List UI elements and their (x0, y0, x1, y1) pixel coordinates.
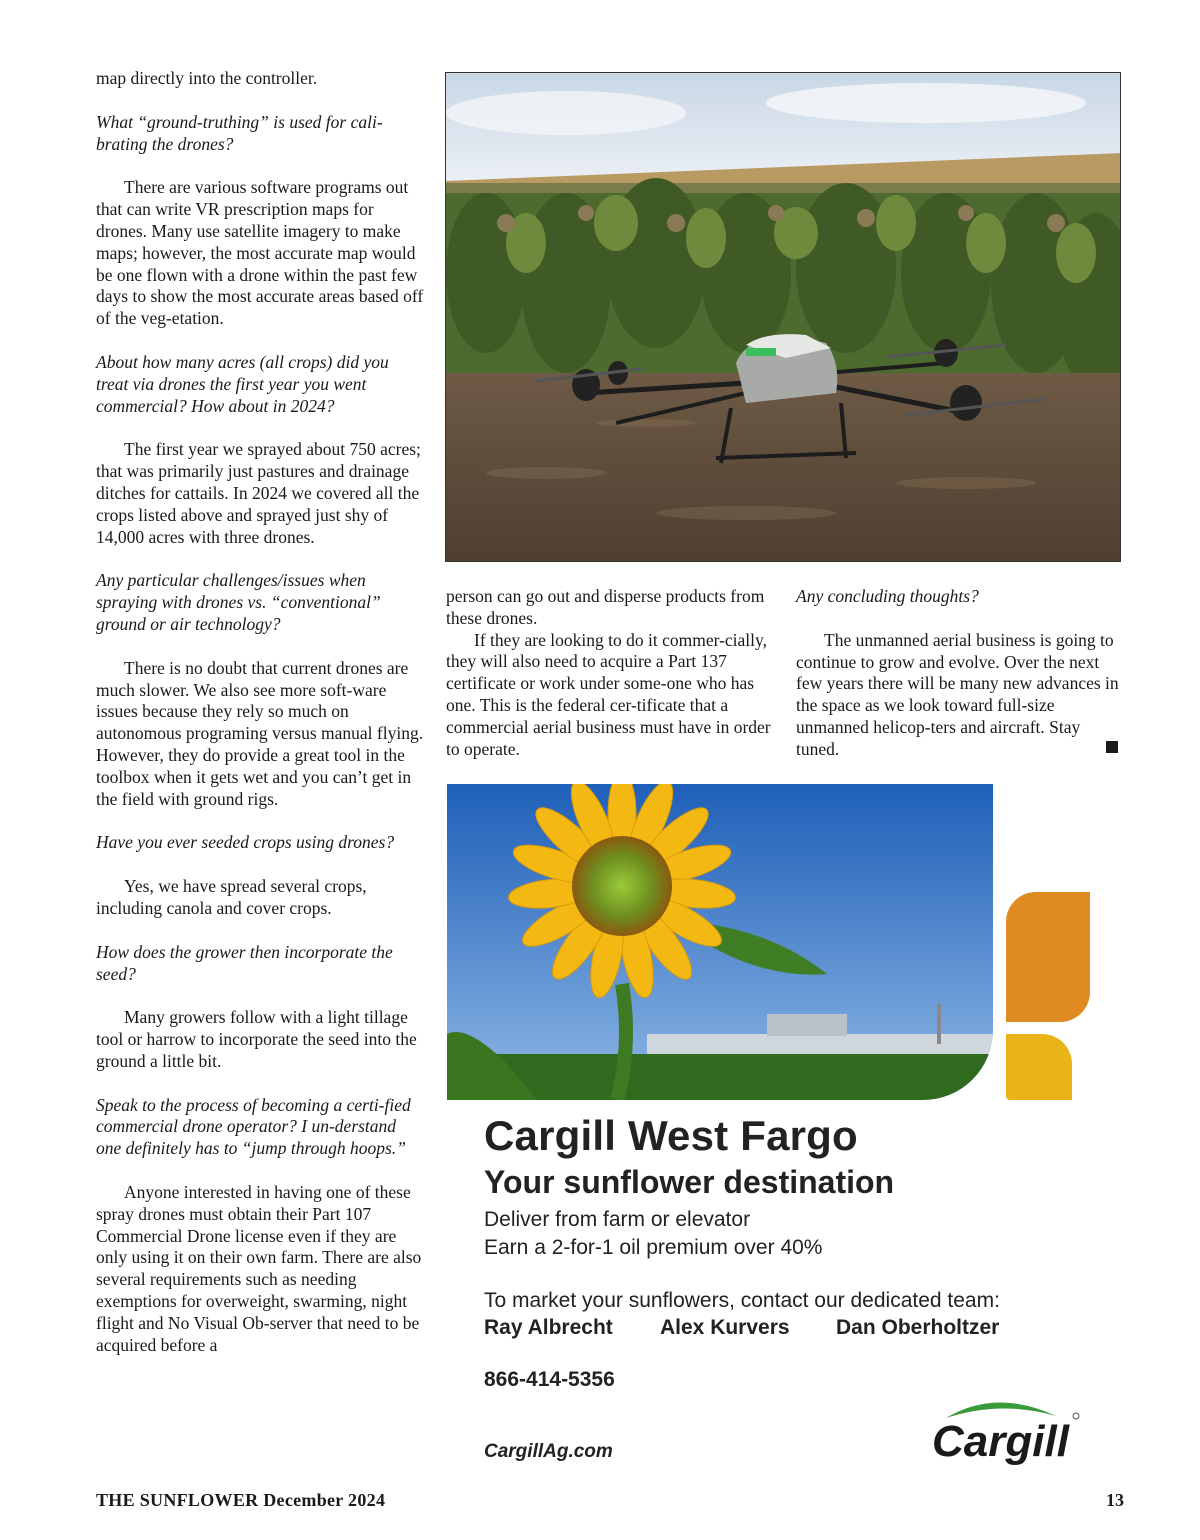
ad-contact-intro: To market your sunflowers, contact our dedicated team: (484, 1289, 1000, 1312)
article-column-left (96, 68, 424, 1356)
ad-website-link[interactable]: CargillAg.com (484, 1441, 613, 1462)
svg-text:Cargill: Cargill (932, 1417, 1069, 1466)
interview-answer: There is no doubt that current drones are much slower. We also see more soft-ware issues because they rely so much on autonomous programing versus manual flying. However, they do provide a great tool in the toolbox when it gets wet and you can’t get in the field with ground rigs. (96, 657, 424, 809)
ad-line: Deliver from farm or elevator (484, 1208, 751, 1231)
ad-phone[interactable]: 866-414-5356 (484, 1368, 615, 1391)
ad-line: Earn a 2-for-1 oil premium over 40% (484, 1236, 823, 1259)
interview-answer: Yes, we have spread several crops, including canola and cover crops. (96, 876, 367, 918)
ad-title: Cargill West Fargo (484, 1112, 858, 1159)
interview-answer: The first year we sprayed about 750 acres; that was primarily just pastures and drainage ditches for cattails. In 2024 we covered all the crops listed above and sprayed just shy of 14,000 acres with three drones. (96, 439, 421, 547)
interview-question: Any particular challenges/issues when spraying with drones vs. “conventional” ground or air technology? (96, 570, 381, 634)
interview-answer: If they are looking to do it commer-cially, they will also need to acquire a Part 137 certificate or work under some-one who has one. This is the federal cer-tificate that a commercial aerial business must have in order to operate. (446, 629, 771, 759)
cargill-leaf-yellow (1006, 1034, 1072, 1100)
ad-subtitle: Your sunflower destination (484, 1164, 895, 1200)
interview-answer: Many growers follow with a light tillage tool or harrow to incorporate the seed into the ground a little bit. (96, 1007, 417, 1071)
cargill-leaf-orange (1006, 892, 1090, 1022)
interview-question: Any concluding thoughts? (796, 586, 979, 606)
interview-answer: The unmanned aerial business is going to continue to grow and evolve. Over the next few years there will be many new advances in the space as we look toward full-size unmanned helicop-ters and aircraft. Stay tuned. (796, 629, 1119, 759)
article-column-right (796, 586, 1126, 761)
interview-question: About how many acres (all crops) did you treat via drones the first year you went commercial? How about in 2024? (96, 351, 389, 416)
interview-answer: Anyone interested in having one of these spray drones must obtain their Part 107 Commercial Drone license even if they are only using it on their own farm. There are also several requirements such as needing exemptions for overweight, swarming, night flight and No Visual Ob-server that need to be acquired before a (96, 1182, 422, 1355)
interview-question: Have you ever seeded crops using drones? (96, 832, 395, 853)
interview-question: How does the grower then incorporate the seed? (96, 941, 393, 984)
end-of-article-mark (1106, 741, 1118, 753)
drone-field-photo (445, 72, 1121, 562)
ad-team-member: Ray Albrecht (484, 1316, 613, 1339)
ad-team-member: Alex Kurvers (660, 1316, 790, 1339)
ad-team-member: Dan Oberholtzer (836, 1316, 1000, 1339)
page-number: 13 (1106, 1490, 1124, 1510)
interview-answer: There are various software programs out that can write VR prescription maps for drones. Many use satellite imagery to make maps; however, the most accurate map would be one flown with a drone within the past few days to show the most accurate areas based off of the veg-etation. (96, 177, 424, 329)
interview-question: What “ground-truthing” is used for cali-brating the drones? (96, 111, 383, 154)
interview-answer: person can go out and disperse products from these drones. (446, 586, 765, 628)
cargill-logo (926, 1396, 1086, 1466)
article-paragraph: map directly into the controller. (96, 68, 318, 88)
sunflower-ad-photo (447, 784, 993, 1100)
interview-question: Speak to the process of becoming a certi-fied commercial drone operator? I un-derstand one definitely has to “jump through hoops.” (96, 1094, 411, 1159)
publication-footer: THE SUNFLOWER December 2024 (96, 1490, 386, 1510)
article-column-middle (446, 586, 776, 760)
